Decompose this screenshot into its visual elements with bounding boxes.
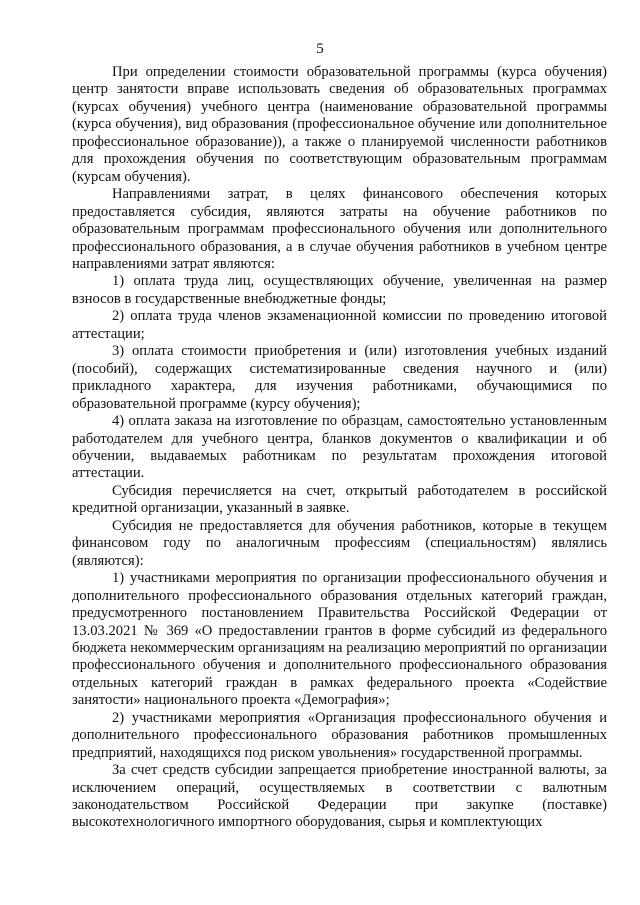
paragraph-subsidy-transfer: Субсидия перечисляется на счет, открытый работодателем в российской кредитной организации, указанный в заявке.: [72, 482, 607, 517]
exclusion-item-1: 1) участниками мероприятия по организации профессионального обучения и дополнительного профессионального образования отдельных категорий граждан, предусмотренного постановлением Правительства Российской Федерации от 13.03.2021 № 369 «О предоставлении грантов в форме субсидий из федерального бюджета некоммерческим организациям на реализацию мероприятий по организации профессионального обучения и дополнительного профессионального образования отдельных категорий граждан в рамках федерального проекта «Содействие занятости» национального проекта «Демография»;: [72, 570, 607, 709]
list-item-4: 4) оплата заказа на изготовление по образцам, самостоятельно установленным работодателем для учебного центра, бланков документов о квалификации и об обучении, выдаваемых работникам по результатам прохождения итоговой аттестации.: [72, 413, 607, 482]
list-item-1: 1) оплата труда лиц, осуществляющих обучение, увеличенная на размер взносов в государственные внебюджетные фонды;: [72, 273, 607, 307]
paragraph-currency-prohibition: За счет средств субсидии запрещается приобретение иностранной валюты, за исключением операций, осуществляемых в соответствии с валютным законодательством Российской Федерации при закупке (поставке) высокотехнологичного импортного оборудования, сырья и комплектующих: [72, 762, 607, 831]
document-body: [72, 64, 607, 832]
page-number: 5: [316, 41, 324, 57]
paragraph-expense-directions: Направлениями затрат, в целях финансового обеспечения которых предоставляется субсидия, являются затраты на обучение работников по образовательным программам профессионального обучения или дополнительного профессионального образования, а в случае обучения работников в учебном центре направлениями затрат являются:: [72, 186, 607, 272]
paragraph-cost-determination: При определении стоимости образовательной программы (курса обучения) центр занятости вправе использовать сведения об образовательных программах (курсах обучения) учебного центра (наименование образовательной программы (курса обучения), вид образования (профессиональное обучение или дополнительное профессиональное образование)), а также о планируемой численности работников для прохождения обучения по соответствующим образовательным программам (курсам обучения).: [72, 64, 607, 185]
list-item-3: 3) оплата стоимости приобретения и (или) изготовления учебных изданий (пособий), содержащих систематизированные сведения научного и (или) прикладного характера, для изучения работниками, обучающимися по образовательной программе (курсу обучения);: [72, 343, 607, 412]
exclusion-item-2: 2) участниками мероприятия «Организация профессионального обучения и дополнительного профессионального образования работников промышленных предприятий, находящихся под риском увольнения» государственной программы.: [72, 709, 607, 761]
paragraph-subsidy-exclusions: Субсидия не предоставляется для обучения работников, которые в текущем финансовом году по аналогичным профессиям (специальностям) являлись (являются):: [72, 517, 607, 569]
list-item-2: 2) оплата труда членов экзаменационной комиссии по проведению итоговой аттестации;: [72, 308, 607, 342]
